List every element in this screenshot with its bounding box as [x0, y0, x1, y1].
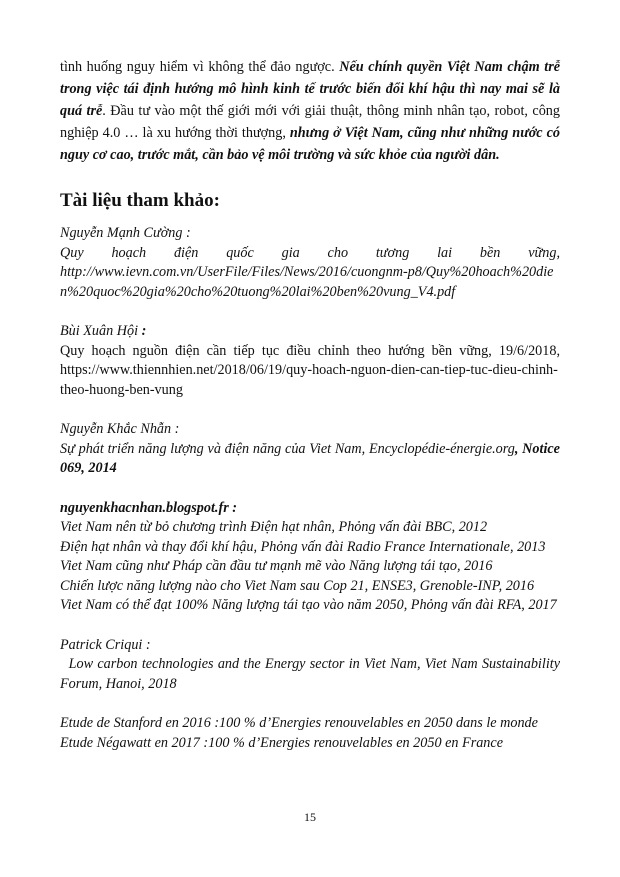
list-item: Chiến lược năng lượng nào cho Viet Nam sau Cop 21, ENSE3, Grenoble-INP, 2016 — [60, 577, 535, 594]
reference-author-colon: : — [138, 323, 147, 339]
reference-blog — [60, 499, 560, 616]
list-item: Etude de Stanford en 2016 :100 % d’Energies renouvelables en 2050 dans le monde — [60, 715, 538, 731]
intro-emphasis-2: nhưng ở Việt Nam, cũng như những nước có nguy cơ cao, trước mắt, cần bảo vệ môi trường và sức khỏe của người dân. — [60, 125, 560, 163]
list-item: Điện hạt nhân và thay đổi khí hậu, Phỏng vấn đài Radio France Internationale, 2013 — [60, 538, 546, 555]
reference-author: Nguyễn Khắc Nhẫn : — [60, 421, 180, 437]
list-item: Viet Nam nên từ bỏ chương trình Điện hạt nhân, Phỏng vấn đài BBC, 2012 — [60, 519, 488, 535]
reference-author: Patrick Criqui : — [60, 636, 151, 653]
page-number: 15 — [304, 810, 316, 824]
document-page — [60, 56, 564, 773]
reference-text: Quy hoạch nguồn điện cần tiếp tục điều chỉnh theo hướng bền vững, 19/6/2018, https://www.thiennhien.net/2018/06/19/quy-hoach-nguon-dien-can-tiep-tuc-dieu-chinh-theo-huong-ben-vung — [60, 342, 560, 398]
intro-emphasis-1: Nếu chính quyền Việt Nam chậm trễ trong việc tái định hướng mô hình kinh tế trước biến đổi khí hậu thì nay mai sẽ là quá trễ — [60, 59, 561, 119]
reference-url[interactable]: http://www.ievn.com.vn/UserFile/Files/News/2016/cuongnm-p8/Quy%20hoach%20dien%20quoc%20gia%20cho%20tuong%20lai%20ben%20vung_V4.pdf — [60, 264, 554, 300]
intro-text-2: . Đầu tư vào một thế giới mới với giải thuật, thông minh nhân tạo, robot, công nghiệp 4.0 … là xu hướng thời thượng, — [60, 103, 560, 141]
reference-text-b: , Notice 069, 2014 — [60, 440, 560, 476]
reference-text: Low carbon technologies and the Energy sector in Viet Nam, Viet Nam Sustainability Forum, Hanoi, 2018 — [60, 656, 564, 692]
list-item: Viet Nam cũng như Pháp cần đầu tư mạnh mẽ vào Năng lượng tái tạo, 2016 — [60, 558, 493, 574]
references-heading: Tài liệu tham khảo: — [60, 190, 220, 211]
reference-criqui — [60, 636, 564, 695]
reference-title: Quy hoạch điện quốc gia cho tương lai bền vững, — [60, 244, 560, 261]
reference-author: nguyenkhacnhan.blogspot.fr : — [60, 499, 237, 516]
reference-text-a: Sự phát triển năng lượng và điện năng của Viet Nam, Encyclopédie-énergie.org — [60, 440, 515, 457]
reference-cuong — [60, 224, 560, 302]
reference-text — [60, 440, 560, 479]
reference-hoi — [60, 322, 560, 400]
reference-author-line — [60, 322, 560, 342]
reference-etudes — [60, 714, 560, 753]
intro-text-1: tình huống nguy hiểm vì không thể đảo ngược. — [60, 59, 340, 75]
list-item: Viet Nam có thể đạt 100% Năng lượng tái tạo vào năm 2050, Phỏng vấn đài RFA, 2017 — [60, 597, 557, 613]
reference-author: Nguyễn Mạnh Cường : — [60, 225, 191, 241]
reference-author: Bùi Xuân Hội — [60, 323, 139, 339]
reference-nhan — [60, 420, 560, 479]
list-item: Etude Négawatt en 2017 :100 % d’Energies renouvelables en 2050 en France — [60, 734, 503, 751]
intro-paragraph — [60, 56, 560, 166]
